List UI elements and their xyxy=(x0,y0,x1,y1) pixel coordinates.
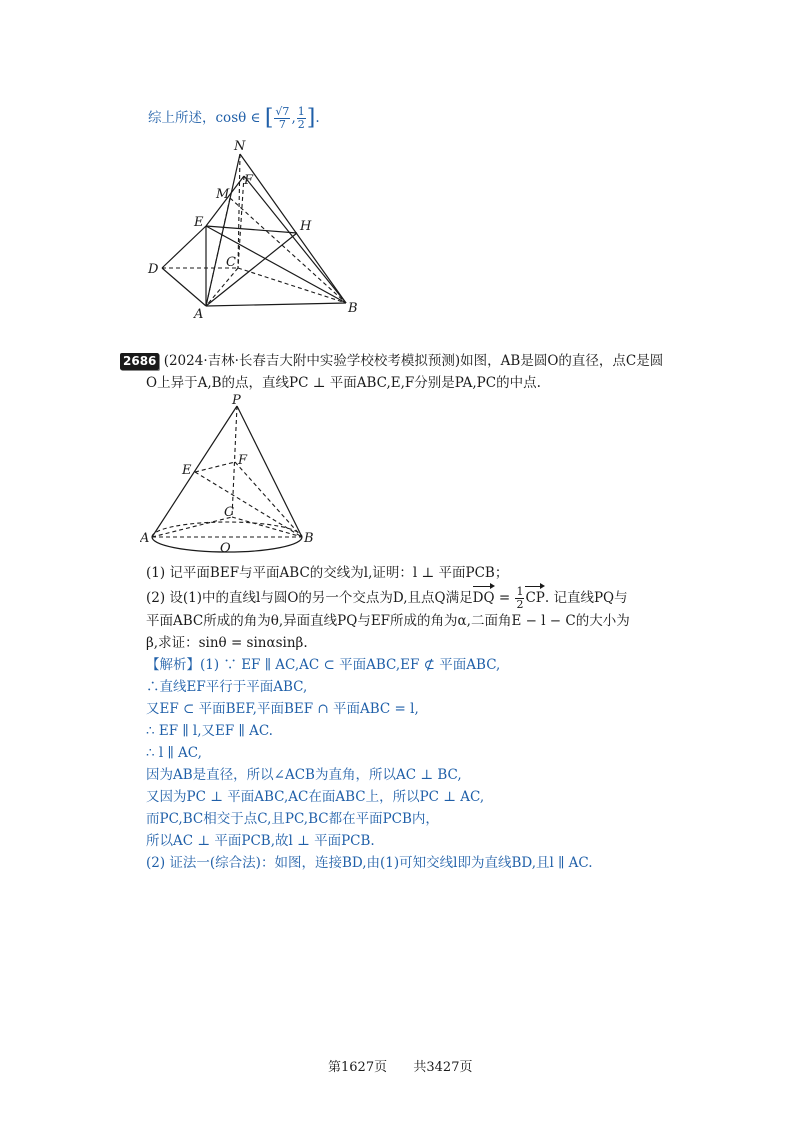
question-2-line-2: 平面ABC所成的角为θ,异面直线PQ与EF所成的角为α,二面角E − l − C的大小为 xyxy=(146,613,630,629)
label-E: E xyxy=(182,463,192,478)
base-back-arc xyxy=(152,522,302,537)
solution-line-8: 所以AC ⊥ 平面PCB,故l ⊥ 平面PCB. xyxy=(146,833,375,849)
solution-line-0: 【解析】(1) ∵ EF ∥ AC,AC ⊂ 平面ABC,EF ⊄ 平面ABC, xyxy=(146,657,501,673)
edge-NB xyxy=(240,154,346,303)
figure-pyramid-1 xyxy=(140,136,370,321)
edge-EH xyxy=(206,226,297,233)
label-N: N xyxy=(234,139,246,154)
solution-line-1: ∴直线EF平行于平面ABC, xyxy=(146,679,308,695)
page-footer xyxy=(328,1056,472,1075)
label-F: F xyxy=(238,453,248,468)
solution-line-5: 因为AB是直径，所以∠ACB为直角，所以AC ⊥ BC, xyxy=(146,767,462,783)
problem-line-1 xyxy=(120,350,663,372)
summary-line: 综上所述，cosθ ∈ [ $\frac{√7}{7}$ , $\frac{1}{2}$ ]. xyxy=(148,105,320,131)
solution-line-7: 而PC,BC相交于点C,且PC,BC都在平面PCB内， xyxy=(146,811,439,827)
edge-FB xyxy=(244,176,346,303)
fraction-one-half: $\frac{1}{2}$ xyxy=(297,105,305,131)
problem-text-1: (2024·吉林·长春吉大附中实验学校校考模拟预测)如图，AB是圆O的直径，点C是圆 xyxy=(163,353,664,369)
problem-line-2 xyxy=(146,372,541,394)
summary-prefix: 综上所述， xyxy=(148,110,216,126)
label-F: F xyxy=(244,173,254,188)
label-O: O xyxy=(220,541,231,556)
solution-line-6: 又因为PC ⊥ 平面ABC,AC在面ABC上，所以PC ⊥ AC, xyxy=(146,789,485,805)
label-H: H xyxy=(300,219,312,234)
label-A: A xyxy=(194,307,204,321)
problem-number-badge: 2686 xyxy=(120,353,159,370)
edge-CB xyxy=(232,517,302,537)
question-1: (1) 记平面BEF与平面ABC的交线为l,证明：l ⊥ 平面PCB； xyxy=(146,565,509,581)
edge-EF xyxy=(195,462,235,472)
right-bracket: ] xyxy=(306,105,316,131)
edge-FB xyxy=(235,462,302,537)
solution-line-4: ∴ l ∥ AC, xyxy=(146,745,202,761)
edge-AB xyxy=(206,303,346,306)
solution-line-9: (2) 证法一(综合法)：如图，连接BD,由(1)可知交线l即为直线BD,且l ∥ AC. xyxy=(146,855,593,871)
page-total: 共3427页 xyxy=(413,1060,473,1075)
solution-tag: 【解析】 xyxy=(146,657,200,673)
edge-MB xyxy=(230,198,346,303)
vector-DQ: DQ xyxy=(473,587,495,609)
problem-text-2: O上异于A,B的点，直线PC ⊥ 平面ABC,E,F分别是PA,PC的中点. xyxy=(146,375,541,391)
label-D: D xyxy=(148,262,159,277)
label-M: M xyxy=(216,187,230,202)
edge-AC xyxy=(152,517,232,537)
edge-DA xyxy=(162,268,206,306)
page-number: 第1627页 xyxy=(328,1060,388,1075)
label-A: A xyxy=(140,531,150,546)
label-B: B xyxy=(304,531,314,546)
solution-line-2: 又EF ⊂ 平面BEF,平面BEF ∩ 平面ABC = l, xyxy=(146,701,419,717)
label-C: C xyxy=(226,255,236,270)
figure-cone-2 xyxy=(140,392,330,557)
question-2-line-1: (2) 设(1)中的直线l与圆O的另一个交点为D,且点Q满足DQ = $\frac{1}{2}$ CP. 记直线PQ与 xyxy=(146,585,628,611)
label-C: C xyxy=(224,505,234,520)
summary-cos: cosθ ∈ xyxy=(215,110,265,126)
left-bracket: [ xyxy=(264,105,274,131)
fraction-one-half-q2: $\frac{1}{2}$ xyxy=(516,585,524,611)
label-B: B xyxy=(348,301,358,316)
edge-DE xyxy=(162,226,206,268)
vector-CP: CP xyxy=(525,587,544,609)
question-2-line-3: β,求证：sinθ = sinαsinβ. xyxy=(146,635,308,651)
fraction-sqrt7-over-7: $\frac{√7}{7}$ xyxy=(275,105,290,131)
comma: , xyxy=(291,110,296,126)
solution-line-3: ∴ EF ∥ l,又EF ∥ AC. xyxy=(146,723,273,739)
edge-PC xyxy=(232,406,237,517)
edge-NC xyxy=(238,154,240,268)
label-P: P xyxy=(232,393,241,408)
label-E: E xyxy=(194,215,204,230)
